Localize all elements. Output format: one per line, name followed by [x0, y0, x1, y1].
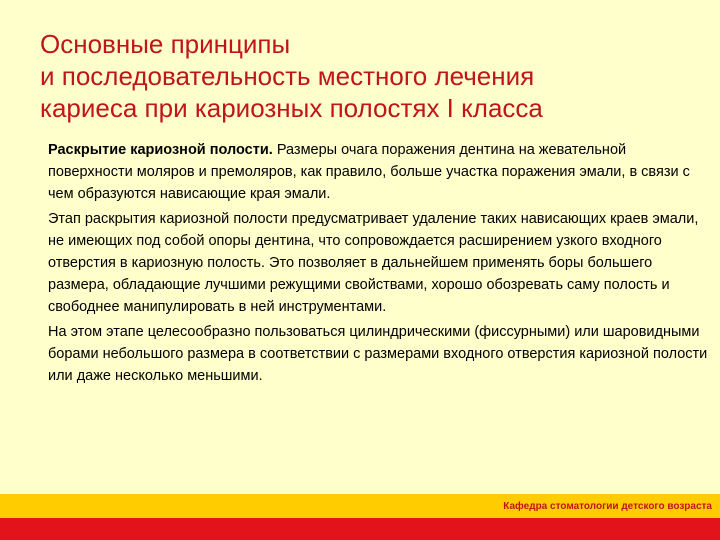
paragraph-3: На этом этапе целесообразно пользоваться цилиндрическими (фиссурными) или шаровидными борами небольшого размера в соответствии с размерами входного отверстия кариозной полости или даже несколько меньшими. — [48, 324, 708, 384]
paragraph-1 — [48, 139, 713, 205]
paragraph-2: Этап раскрытия кариозной полости предусматривает удаление таких нависающих краев эмали, не имеющих под собой опоры дентина, что сопровождается расширением узкого входного отверстия в кариозную полость. Это позволяет в дальнейшем применять боры большего размера, обладающие лучшими режущими свойствами, хорошо обозревать саму полость и свободнее манипулировать в ней инструментами. — [48, 211, 699, 315]
footer-stripe-red — [0, 518, 720, 540]
title-line-2: и последовательность местного лечения — [40, 61, 535, 91]
title-line-3: кариеса при кариозных полостях I класса — [40, 93, 543, 123]
paragraph-1-text: Размеры очага поражения дентина на жевательной поверхности моляров и премоляров, как правило, больше участка поражения эмали, в связи с чем образуются нависающие края эмали. — [48, 142, 690, 202]
paragraph-1-lead: Раскрытие кариозной полости. — [48, 142, 273, 158]
slide-title — [40, 28, 700, 124]
title-line-1: Основные принципы — [40, 29, 291, 59]
slide-body — [48, 139, 713, 390]
footer-department-label: Кафедра стоматологии детского возраста — [503, 501, 712, 512]
